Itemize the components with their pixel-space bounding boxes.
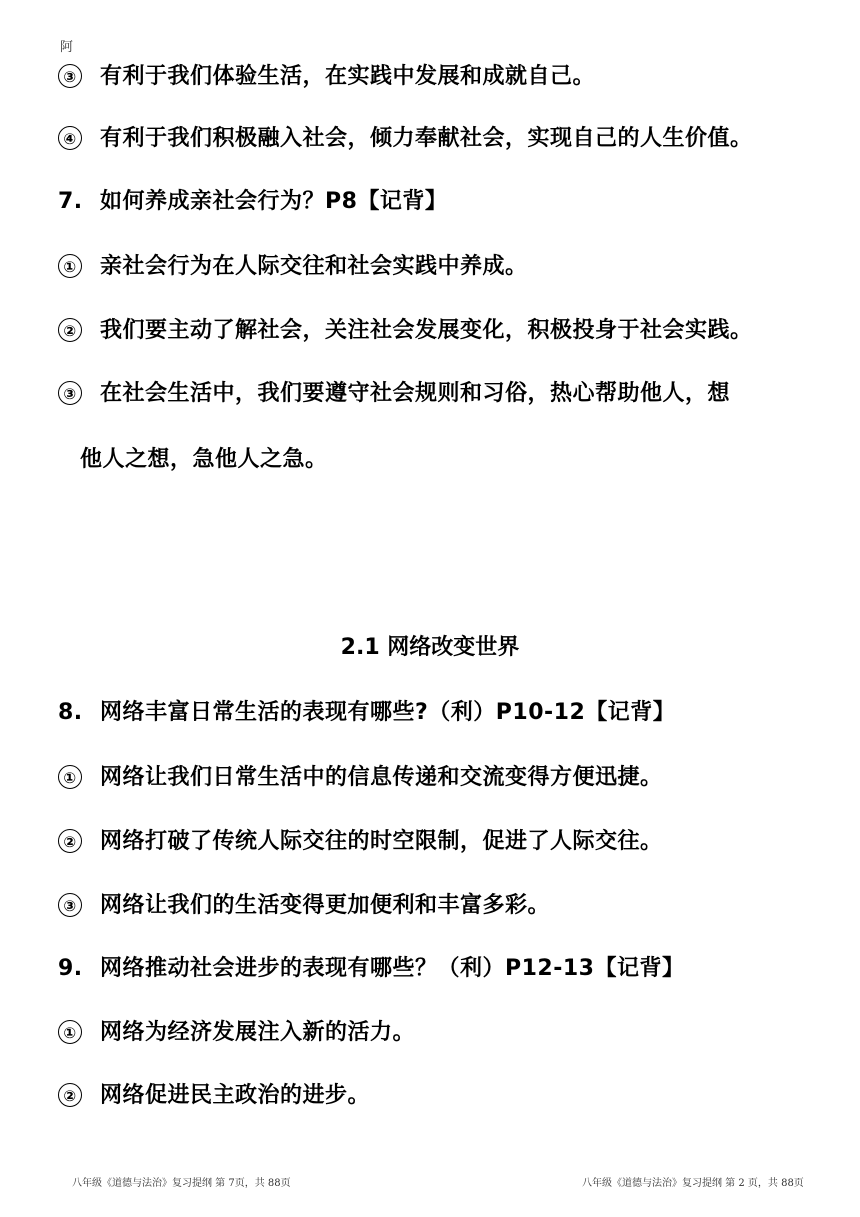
question-heading (58, 699, 675, 727)
item-text: 有利于我们体验生活，在实践中发展和成就自己。 (100, 64, 596, 89)
section-title: 2.1 网络改变世界 (340, 635, 520, 660)
item-text: 网络促进民主政治的进步。 (100, 1083, 371, 1108)
list-item (58, 892, 550, 920)
item-number: ③ (58, 381, 82, 405)
list-item (58, 380, 730, 408)
list-item (58, 253, 528, 281)
item-number: ① (58, 1020, 82, 1044)
item-number: ① (58, 254, 82, 278)
item-number: ③ (58, 64, 82, 88)
question-heading (58, 188, 447, 216)
item-number: ③ (58, 893, 82, 917)
item-text: 有利于我们积极融入社会，倾力奉献社会，实现自己的人生价值。 (100, 126, 753, 151)
list-item (58, 317, 753, 345)
item-text: 网络为经济发展注入新的活力。 (100, 1020, 416, 1045)
list-item (58, 125, 753, 153)
item-text: 网络让我们日常生活中的信息传递和交流变得方便迅捷。 (100, 765, 663, 790)
footer-left: 八年级《道德与法治》复习提纲 第 7页，共 88页 (72, 1178, 291, 1189)
question-heading (58, 955, 685, 983)
item-text: 我们要主动了解社会，关注社会发展变化，积极投身于社会实践。 (100, 318, 753, 343)
item-number: ② (58, 1083, 82, 1107)
question-text: 网络推动社会进步的表现有哪些？（利）P12-13【记背】 (100, 956, 685, 981)
item-number: ④ (58, 126, 82, 150)
item-number: ① (58, 765, 82, 789)
item-text: 网络打破了传统人际交往的时空限制，促进了人际交往。 (100, 829, 663, 854)
question-number: 9. (58, 956, 83, 981)
question-number: 7. (58, 189, 83, 214)
list-item (58, 1082, 370, 1110)
list-item (58, 764, 663, 792)
item-number: ② (58, 829, 82, 853)
item-text-continued: 他人之想，急他人之急。 (80, 447, 328, 472)
item-text: 在社会生活中，我们要遵守社会规则和习俗，热心帮助他人，想 (100, 381, 731, 406)
question-number: 8. (58, 700, 83, 725)
question-text: 网络丰富日常生活的表现有哪些?（利）P10-12【记背】 (100, 700, 676, 725)
question-text: 如何养成亲社会行为？P8【记背】 (100, 189, 448, 214)
item-text: 亲社会行为在人际交往和社会实践中养成。 (100, 254, 528, 279)
corner-mark: 阿 (60, 40, 74, 55)
list-item (58, 63, 595, 91)
footer-right: 八年级《道德与法治》复习提纲 第 2 页，共 88页 (582, 1178, 804, 1189)
list-item (58, 1019, 415, 1047)
item-text: 网络让我们的生活变得更加便利和丰富多彩。 (100, 893, 551, 918)
item-number: ② (58, 318, 82, 342)
list-item (58, 828, 663, 856)
